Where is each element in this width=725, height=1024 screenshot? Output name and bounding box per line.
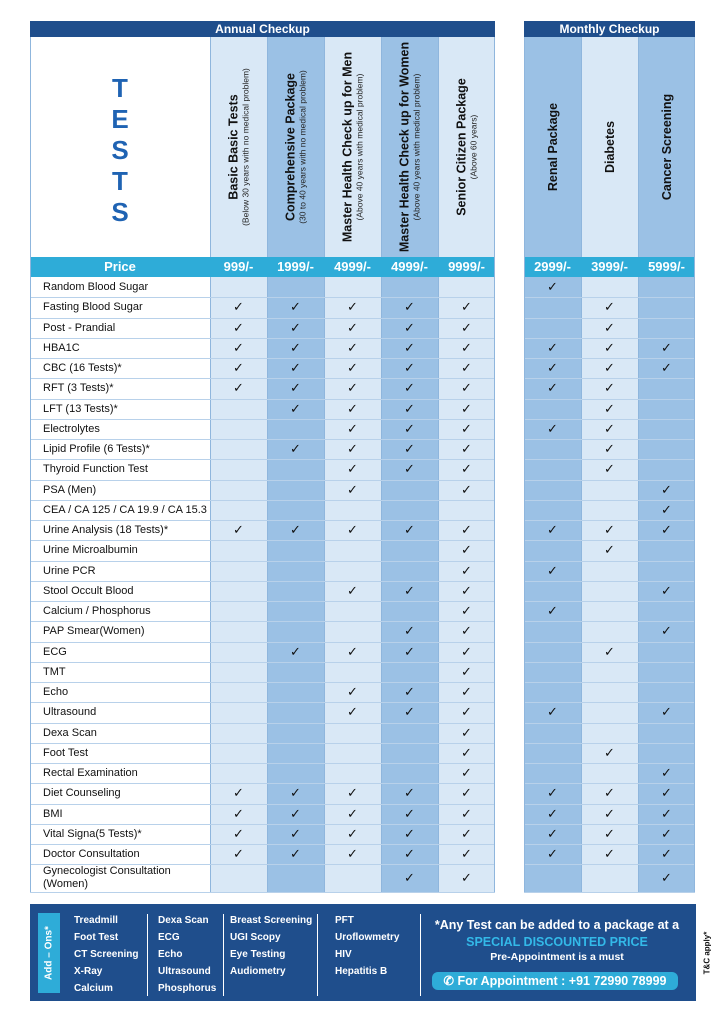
addon-item: Eye Testing bbox=[230, 949, 286, 960]
check-mark-icon: ✓ bbox=[604, 441, 615, 457]
package-price: 4999/- bbox=[391, 259, 428, 274]
check-mark-icon: ✓ bbox=[233, 360, 244, 376]
check-mark-icon: ✓ bbox=[461, 522, 472, 538]
addon-item: CT Screening bbox=[74, 949, 139, 960]
check-mark-icon: ✓ bbox=[461, 481, 472, 497]
package-subtitle: (30 to 40 years with no medical problem) bbox=[297, 70, 307, 224]
price-label: Price bbox=[104, 259, 136, 274]
check-mark-icon: ✓ bbox=[347, 805, 358, 821]
check-mark-icon: ✓ bbox=[461, 339, 472, 355]
addons-divider bbox=[420, 914, 421, 996]
check-mark-icon: ✓ bbox=[290, 441, 301, 457]
package-title: Diabetes bbox=[602, 120, 617, 174]
check-mark-icon: ✓ bbox=[290, 825, 301, 841]
check-mark-icon: ✓ bbox=[290, 360, 301, 376]
package-title: Comprehensive Package bbox=[283, 73, 297, 222]
test-row-label: ECG bbox=[43, 645, 67, 658]
check-mark-icon: ✓ bbox=[347, 481, 358, 497]
test-row-label: Diet Counseling bbox=[43, 787, 121, 800]
package-title: Cancer Screening bbox=[659, 93, 674, 201]
check-mark-icon: ✓ bbox=[404, 870, 415, 886]
check-mark-icon: ✓ bbox=[290, 643, 301, 659]
package-title: Renal Package bbox=[545, 102, 560, 192]
addon-item: X-Ray bbox=[74, 966, 103, 977]
test-row-label: Foot Test bbox=[43, 746, 89, 759]
test-row-label: Urine Analysis (18 Tests)* bbox=[43, 524, 169, 537]
package-header-text bbox=[397, 42, 422, 252]
check-mark-icon: ✓ bbox=[547, 522, 558, 538]
test-row-label: Echo bbox=[43, 686, 69, 699]
promo-line-1: *Any Test can be added to a package at a bbox=[434, 918, 680, 932]
package-price: 9999/- bbox=[448, 259, 485, 274]
check-mark-icon: ✓ bbox=[347, 825, 358, 841]
check-mark-icon: ✓ bbox=[233, 785, 244, 801]
package-title: Senior Citizen Package bbox=[454, 78, 468, 216]
check-mark-icon: ✓ bbox=[347, 360, 358, 376]
check-mark-icon: ✓ bbox=[404, 846, 415, 862]
check-mark-icon: ✓ bbox=[604, 319, 615, 335]
check-mark-icon: ✓ bbox=[290, 785, 301, 801]
package-price: 5999/- bbox=[648, 259, 685, 274]
test-row-label: Gynecologist Consultation (Women) bbox=[43, 865, 171, 891]
tc-wrapper bbox=[697, 904, 717, 1001]
test-row-label: Lipid Profile (6 Tests)* bbox=[43, 443, 150, 456]
row-divider bbox=[524, 662, 695, 663]
tests-letter: T bbox=[112, 73, 128, 103]
addon-item: Calcium bbox=[74, 983, 113, 994]
row-divider bbox=[524, 682, 695, 683]
addons-divider bbox=[147, 914, 148, 996]
check-mark-icon: ✓ bbox=[661, 501, 672, 517]
check-mark-icon: ✓ bbox=[233, 846, 244, 862]
check-mark-icon: ✓ bbox=[404, 704, 415, 720]
annual-border bbox=[30, 37, 31, 892]
addon-item: Dexa Scan bbox=[158, 915, 209, 926]
package-subtitle: (Below 30 years with no medical problem) bbox=[240, 68, 250, 226]
check-mark-icon: ✓ bbox=[404, 299, 415, 315]
test-row-label: HBA1C bbox=[43, 341, 80, 354]
check-mark-icon: ✓ bbox=[461, 724, 472, 740]
package-header-text bbox=[283, 70, 308, 224]
check-mark-icon: ✓ bbox=[290, 846, 301, 862]
test-row-label: Rectal Examination bbox=[43, 767, 138, 780]
check-mark-icon: ✓ bbox=[461, 825, 472, 841]
row-divider bbox=[524, 723, 695, 724]
test-row-label: Random Blood Sugar bbox=[43, 281, 149, 294]
check-mark-icon: ✓ bbox=[347, 684, 358, 700]
footer-panel bbox=[30, 904, 696, 1001]
package-header bbox=[581, 37, 638, 257]
check-mark-icon: ✓ bbox=[461, 319, 472, 335]
package-header-text bbox=[340, 52, 365, 242]
check-mark-icon: ✓ bbox=[604, 400, 615, 416]
test-row-label: Post - Prandial bbox=[43, 321, 116, 334]
check-mark-icon: ✓ bbox=[404, 582, 415, 598]
check-mark-icon: ✓ bbox=[347, 785, 358, 801]
addon-item: PFT bbox=[335, 915, 354, 926]
check-mark-icon: ✓ bbox=[604, 643, 615, 659]
monthly-checkup-header: Monthly Checkup bbox=[524, 21, 695, 37]
test-row-label: Urine Microalbumin bbox=[43, 544, 138, 557]
check-mark-icon: ✓ bbox=[461, 542, 472, 558]
check-mark-icon: ✓ bbox=[547, 279, 558, 295]
check-mark-icon: ✓ bbox=[461, 562, 472, 578]
row-divider bbox=[30, 892, 495, 893]
check-mark-icon: ✓ bbox=[404, 380, 415, 396]
check-mark-icon: ✓ bbox=[661, 785, 672, 801]
check-mark-icon: ✓ bbox=[661, 704, 672, 720]
package-price: 4999/- bbox=[334, 259, 371, 274]
package-header-text bbox=[226, 68, 251, 226]
check-mark-icon: ✓ bbox=[347, 704, 358, 720]
monthly-border bbox=[524, 37, 525, 892]
check-mark-icon: ✓ bbox=[604, 461, 615, 477]
check-mark-icon: ✓ bbox=[661, 522, 672, 538]
package-header-text bbox=[660, 94, 674, 200]
tests-letter: S bbox=[111, 135, 129, 165]
addons-divider bbox=[223, 914, 224, 996]
check-mark-icon: ✓ bbox=[661, 623, 672, 639]
test-row-label: PSA (Men) bbox=[43, 483, 97, 496]
package-title: Basic Basic Tests bbox=[226, 94, 240, 200]
tests-letter: S bbox=[111, 197, 129, 227]
check-mark-icon: ✓ bbox=[347, 380, 358, 396]
test-row-label: RFT (3 Tests)* bbox=[43, 382, 114, 395]
check-mark-icon: ✓ bbox=[604, 360, 615, 376]
check-mark-icon: ✓ bbox=[404, 360, 415, 376]
check-mark-icon: ✓ bbox=[604, 420, 615, 436]
package-header bbox=[438, 37, 495, 257]
check-mark-icon: ✓ bbox=[233, 339, 244, 355]
addon-item: Treadmill bbox=[74, 915, 118, 926]
tc-note: T&C apply* bbox=[702, 931, 712, 974]
package-header bbox=[381, 37, 438, 257]
test-row-label: TMT bbox=[43, 665, 66, 678]
test-row-label: Fasting Blood Sugar bbox=[43, 301, 143, 314]
check-mark-icon: ✓ bbox=[547, 420, 558, 436]
check-mark-icon: ✓ bbox=[547, 380, 558, 396]
package-header bbox=[638, 37, 695, 257]
package-price: 1999/- bbox=[277, 259, 314, 274]
check-mark-icon: ✓ bbox=[461, 380, 472, 396]
check-mark-icon: ✓ bbox=[461, 805, 472, 821]
check-mark-icon: ✓ bbox=[547, 785, 558, 801]
check-mark-icon: ✓ bbox=[661, 339, 672, 355]
package-header bbox=[524, 37, 581, 257]
package-title: Master Health Check up for Women bbox=[397, 41, 411, 253]
check-mark-icon: ✓ bbox=[347, 420, 358, 436]
check-mark-icon: ✓ bbox=[347, 582, 358, 598]
check-mark-icon: ✓ bbox=[404, 825, 415, 841]
addons-label: Add – Ons* bbox=[43, 926, 55, 980]
check-mark-icon: ✓ bbox=[347, 400, 358, 416]
package-title: Master Health Check up for Men bbox=[340, 51, 354, 243]
check-mark-icon: ✓ bbox=[604, 522, 615, 538]
check-mark-icon: ✓ bbox=[461, 360, 472, 376]
addons-divider bbox=[317, 914, 318, 996]
check-mark-icon: ✓ bbox=[347, 461, 358, 477]
test-row-label: CBC (16 Tests)* bbox=[43, 362, 122, 375]
check-mark-icon: ✓ bbox=[604, 339, 615, 355]
check-mark-icon: ✓ bbox=[347, 522, 358, 538]
package-header-text bbox=[603, 121, 617, 173]
test-row-label: Ultrasound bbox=[43, 706, 97, 719]
check-mark-icon: ✓ bbox=[461, 623, 472, 639]
check-mark-icon: ✓ bbox=[233, 299, 244, 315]
check-mark-icon: ✓ bbox=[604, 785, 615, 801]
check-mark-icon: ✓ bbox=[404, 441, 415, 457]
promo-line-3: Pre-Appointment is a must bbox=[490, 951, 624, 963]
check-mark-icon: ✓ bbox=[661, 765, 672, 781]
check-mark-icon: ✓ bbox=[604, 744, 615, 760]
test-row-label: Dexa Scan bbox=[43, 726, 97, 739]
check-mark-icon: ✓ bbox=[661, 582, 672, 598]
test-row-label: LFT (13 Tests)* bbox=[43, 402, 118, 415]
check-mark-icon: ✓ bbox=[547, 825, 558, 841]
check-mark-icon: ✓ bbox=[547, 704, 558, 720]
check-mark-icon: ✓ bbox=[461, 744, 472, 760]
check-mark-icon: ✓ bbox=[404, 785, 415, 801]
check-mark-icon: ✓ bbox=[233, 319, 244, 335]
appointment-phone[interactable]: ✆ For Appointment : +91 72990 78999 bbox=[432, 972, 678, 990]
annual-border bbox=[494, 37, 495, 892]
check-mark-icon: ✓ bbox=[547, 562, 558, 578]
package-header bbox=[267, 37, 324, 257]
check-mark-icon: ✓ bbox=[233, 825, 244, 841]
check-mark-icon: ✓ bbox=[604, 542, 615, 558]
check-mark-icon: ✓ bbox=[404, 805, 415, 821]
test-row-label: Electrolytes bbox=[43, 422, 100, 435]
check-mark-icon: ✓ bbox=[404, 684, 415, 700]
addons-column-1 bbox=[74, 912, 154, 997]
test-row-label: Vital Signa(5 Tests)* bbox=[43, 827, 142, 840]
check-mark-icon: ✓ bbox=[233, 380, 244, 396]
check-mark-icon: ✓ bbox=[461, 582, 472, 598]
check-mark-icon: ✓ bbox=[347, 441, 358, 457]
addon-item: Echo bbox=[158, 949, 183, 960]
check-mark-icon: ✓ bbox=[547, 360, 558, 376]
check-mark-icon: ✓ bbox=[461, 684, 472, 700]
check-mark-icon: ✓ bbox=[604, 825, 615, 841]
package-header bbox=[210, 37, 267, 257]
test-row-label: Urine PCR bbox=[43, 564, 96, 577]
check-mark-icon: ✓ bbox=[461, 846, 472, 862]
addons-badge bbox=[38, 913, 60, 993]
tests-letter: E bbox=[111, 104, 129, 134]
check-mark-icon: ✓ bbox=[461, 870, 472, 886]
package-header bbox=[324, 37, 381, 257]
check-mark-icon: ✓ bbox=[461, 663, 472, 679]
check-mark-icon: ✓ bbox=[290, 805, 301, 821]
check-mark-icon: ✓ bbox=[661, 481, 672, 497]
check-mark-icon: ✓ bbox=[290, 339, 301, 355]
check-mark-icon: ✓ bbox=[547, 805, 558, 821]
check-mark-icon: ✓ bbox=[604, 299, 615, 315]
check-mark-icon: ✓ bbox=[233, 522, 244, 538]
check-mark-icon: ✓ bbox=[404, 522, 415, 538]
check-mark-icon: ✓ bbox=[461, 299, 472, 315]
addon-item: Phosphorus bbox=[158, 983, 217, 994]
addons-column-2 bbox=[158, 912, 238, 997]
check-mark-icon: ✓ bbox=[347, 299, 358, 315]
check-mark-icon: ✓ bbox=[461, 704, 472, 720]
package-price: 3999/- bbox=[591, 259, 628, 274]
package-price: 2999/- bbox=[534, 259, 571, 274]
check-mark-icon: ✓ bbox=[661, 360, 672, 376]
addon-item: Breast Screening bbox=[230, 915, 313, 926]
check-mark-icon: ✓ bbox=[347, 846, 358, 862]
check-mark-icon: ✓ bbox=[461, 785, 472, 801]
check-mark-icon: ✓ bbox=[604, 846, 615, 862]
check-mark-icon: ✓ bbox=[404, 339, 415, 355]
check-mark-icon: ✓ bbox=[347, 319, 358, 335]
check-mark-icon: ✓ bbox=[404, 623, 415, 639]
check-mark-icon: ✓ bbox=[347, 339, 358, 355]
check-mark-icon: ✓ bbox=[604, 805, 615, 821]
test-row-label: Calcium / Phosphorus bbox=[43, 605, 151, 618]
package-header-text bbox=[546, 103, 560, 191]
package-header-text bbox=[454, 78, 479, 216]
package-subtitle: (Above 40 years with medical problem) bbox=[411, 73, 421, 221]
check-mark-icon: ✓ bbox=[347, 643, 358, 659]
check-mark-icon: ✓ bbox=[461, 441, 472, 457]
check-mark-icon: ✓ bbox=[233, 805, 244, 821]
check-mark-icon: ✓ bbox=[290, 319, 301, 335]
addon-item: Ultrasound bbox=[158, 966, 211, 977]
check-mark-icon: ✓ bbox=[604, 380, 615, 396]
check-mark-icon: ✓ bbox=[290, 380, 301, 396]
check-mark-icon: ✓ bbox=[461, 420, 472, 436]
package-price: 999/- bbox=[223, 259, 254, 274]
check-mark-icon: ✓ bbox=[290, 299, 301, 315]
check-mark-icon: ✓ bbox=[290, 400, 301, 416]
check-mark-icon: ✓ bbox=[547, 846, 558, 862]
package-subtitle: (Above 40 years with medical problem) bbox=[354, 73, 364, 221]
check-mark-icon: ✓ bbox=[404, 319, 415, 335]
check-mark-icon: ✓ bbox=[404, 461, 415, 477]
test-row-label: Doctor Consultation bbox=[43, 848, 140, 861]
check-mark-icon: ✓ bbox=[404, 643, 415, 659]
check-mark-icon: ✓ bbox=[461, 643, 472, 659]
addon-item: HIV bbox=[335, 949, 352, 960]
check-mark-icon: ✓ bbox=[661, 870, 672, 886]
test-row-label: Thyroid Function Test bbox=[43, 463, 148, 476]
check-mark-icon: ✓ bbox=[461, 765, 472, 781]
addon-item: ECG bbox=[158, 932, 180, 943]
addon-item: Uroflowmetry bbox=[335, 932, 400, 943]
test-row-label: CEA / CA 125 / CA 19.9 / CA 15.3 bbox=[43, 503, 207, 516]
check-mark-icon: ✓ bbox=[461, 400, 472, 416]
promo-line-2: SPECIAL DISCOUNTED PRICE bbox=[466, 935, 648, 949]
row-divider bbox=[524, 892, 695, 893]
addons-column-4 bbox=[335, 912, 420, 980]
tests-title bbox=[30, 37, 210, 257]
check-mark-icon: ✓ bbox=[661, 825, 672, 841]
annual-checkup-header: Annual Checkup bbox=[30, 21, 495, 37]
check-mark-icon: ✓ bbox=[404, 420, 415, 436]
check-mark-icon: ✓ bbox=[661, 805, 672, 821]
test-row-label: BMI bbox=[43, 807, 63, 820]
test-row-label: Stool Occult Blood bbox=[43, 584, 134, 597]
check-mark-icon: ✓ bbox=[461, 603, 472, 619]
addon-item: UGI Scopy bbox=[230, 932, 281, 943]
check-mark-icon: ✓ bbox=[547, 339, 558, 355]
test-row-label: PAP Smear(Women) bbox=[43, 625, 145, 638]
check-mark-icon: ✓ bbox=[661, 846, 672, 862]
check-mark-icon: ✓ bbox=[461, 461, 472, 477]
check-mark-icon: ✓ bbox=[547, 603, 558, 619]
monthly-border bbox=[694, 37, 695, 892]
addons-column-3 bbox=[230, 912, 320, 980]
check-mark-icon: ✓ bbox=[290, 522, 301, 538]
addon-item: Hepatitis B bbox=[335, 966, 388, 977]
addon-item: Foot Test bbox=[74, 932, 119, 943]
package-subtitle: (Above 60 years) bbox=[468, 114, 478, 180]
check-mark-icon: ✓ bbox=[404, 400, 415, 416]
addon-item: Audiometry bbox=[230, 966, 286, 977]
tests-letter: T bbox=[112, 166, 128, 196]
